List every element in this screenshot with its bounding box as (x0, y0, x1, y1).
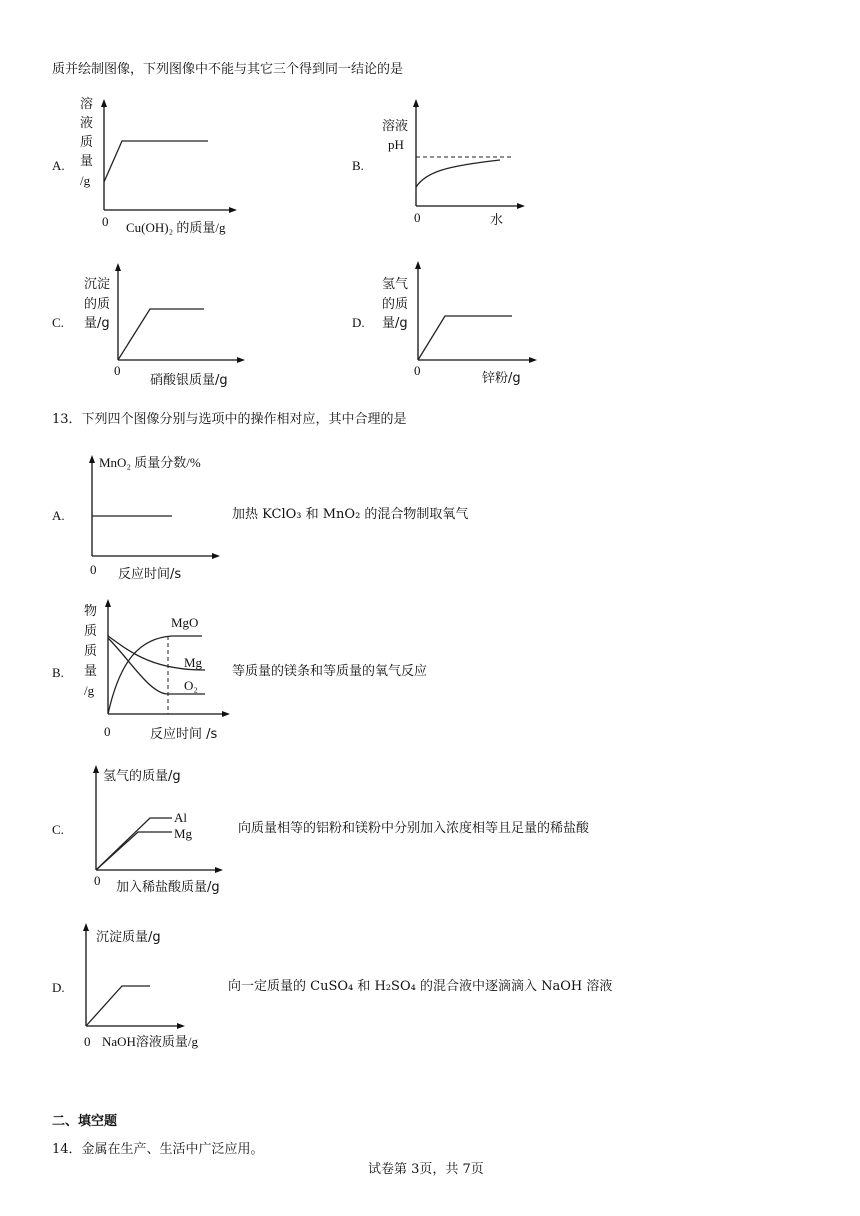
q13-b-ylabel-line: 物 (84, 604, 98, 619)
curve (86, 986, 150, 1026)
curve-label-mg: Mg (184, 655, 203, 670)
curve-label-mgo: MgO (171, 615, 199, 630)
origin-label: 0 (90, 562, 97, 577)
q12-c-ylabel-line: 沉淀 (84, 277, 111, 292)
q13-a-xlabel: 反应时间/s (118, 567, 182, 582)
q12-option-b-label[interactable]: B. (352, 158, 364, 173)
q12-option-a-label[interactable]: A. (52, 158, 65, 173)
q13-option-a-label[interactable]: A. (52, 508, 65, 523)
q13-d-xlabel: NaOH溶液质量/g (102, 1034, 199, 1049)
q12-option-c-label[interactable]: C. (52, 315, 64, 330)
page-footer: 试卷第 3页，共 7页 (368, 1162, 484, 1177)
q12-a-ylabel-line: 溶 (80, 97, 94, 112)
q12-c-xlabel: 硝酸银质量/g (150, 373, 228, 388)
q13-d-description: 向一定质量的 CuSO₄ 和 H₂SO₄ 的混合液中逐滴滴入 NaOH 溶液 (228, 979, 613, 994)
q12-stem: 质并绘制图像，下列图像中不能与其它三个得到同一结论的是 (52, 62, 404, 77)
curve-label-al: Al (174, 810, 187, 825)
origin-label: 0 (104, 724, 111, 739)
q12-d-ylabel-line: 氢气 (382, 277, 409, 292)
q13-a-ylabel: MnO₂ 质量分数/% (99, 455, 201, 470)
q14-stem: 14．金属在生产、生活中广泛应用。 (52, 1142, 264, 1157)
q12-a-ylabel-line: 量 (80, 154, 94, 169)
origin-label: 0 (114, 363, 121, 378)
q12-b-ylabel-line: pH (388, 137, 404, 152)
q12-a-ylabel-line: 液 (80, 116, 94, 131)
q13-c-ylabel: 氢气的质量/g (103, 769, 181, 784)
q12-d-xlabel: 锌粉/g (482, 371, 521, 386)
q12-c-ylabel-line: 量/g (84, 316, 110, 331)
q13-b-ylabel-line: 量 (84, 664, 98, 679)
q12-b-ylabel-line: 溶液 (382, 119, 409, 134)
q13-b-description: 等质量的镁条和等质量的氧气反应 (232, 664, 428, 679)
q12-a-xlabel: Cu(OH)₂ 的质量/g (126, 220, 226, 235)
q12-d-ylabel-line: 的质 (382, 297, 409, 312)
q13-b-xlabel: 反应时间 /s (150, 727, 218, 742)
q13-b-ylabel-line: 质 (84, 644, 98, 659)
q13-option-b-label[interactable]: B. (52, 665, 64, 680)
origin-label: 0 (414, 210, 421, 225)
q12-option-d-label[interactable]: D. (352, 315, 365, 330)
q12-d-ylabel-line: 量/g (382, 316, 408, 331)
y-axis-arrow (83, 923, 89, 931)
origin-label: 0 (84, 1034, 91, 1049)
origin-label: 0 (414, 363, 421, 378)
q13-option-d-label[interactable]: D. (52, 980, 65, 995)
q12-b-xlabel: 水 (490, 213, 504, 228)
q13-b-ylabel-line: /g (84, 683, 95, 698)
q13-c-xlabel: 加入稀盐酸质量/g (116, 880, 220, 895)
origin-label: 0 (94, 873, 101, 888)
q13-stem: 13．下列四个图像分别与选项中的操作相对应，其中合理的是 (52, 412, 407, 427)
q13-d-ylabel: 沉淀质量/g (96, 930, 161, 945)
q13-b-ylabel-line: 质 (84, 624, 98, 639)
q12-a-ylabel-line: /g (80, 173, 91, 188)
section-title: 二、填空题 (52, 1114, 118, 1129)
q13-c-description: 向质量相等的铝粉和镁粉中分别加入浓度相等且足量的稀盐酸 (238, 821, 590, 836)
q12-c-ylabel-line: 的质 (84, 297, 111, 312)
q12-a-ylabel-line: 质 (80, 135, 94, 150)
curve-label-o2: O₂ (184, 678, 198, 693)
q13-option-c-label[interactable]: C. (52, 822, 64, 837)
x-axis-arrow (177, 1023, 185, 1029)
q13-a-description: 加热 KClO₃ 和 MnO₂ 的混合物制取氧气 (232, 507, 469, 522)
origin-label: 0 (102, 214, 109, 229)
curve-label-mg: Mg (174, 826, 193, 841)
